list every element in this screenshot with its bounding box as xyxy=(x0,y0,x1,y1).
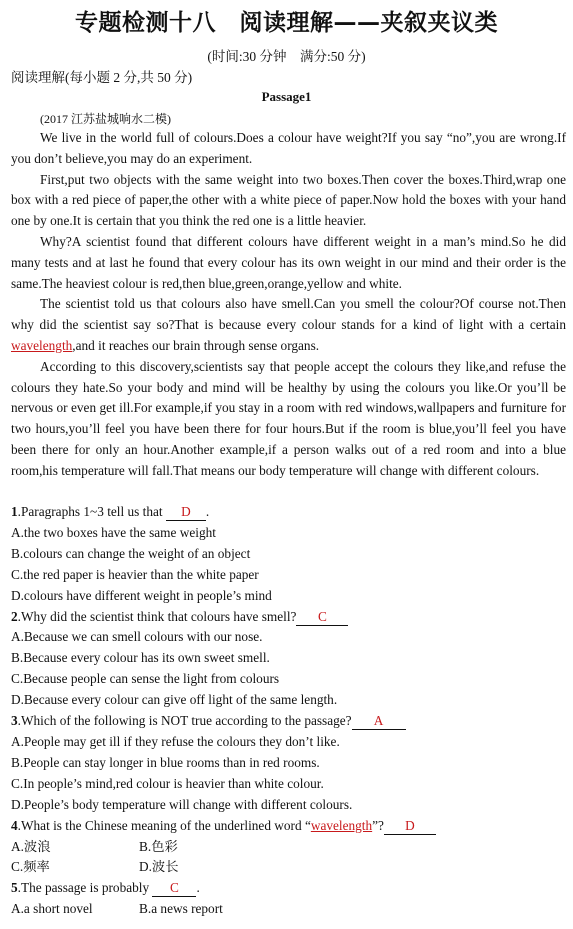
option: B.a news report xyxy=(139,901,223,917)
option: A.波浪 xyxy=(11,838,51,854)
underlined-word: wavelength xyxy=(310,817,373,833)
option: D.波长 xyxy=(139,859,179,875)
question-4-stem: 4.What is the Chinese meaning of the underlined word “wavelength”? D xyxy=(11,816,566,837)
option: B.色彩 xyxy=(139,838,178,854)
option: B.Because every colour has its own sweet smell. xyxy=(11,650,270,666)
answer-text: D xyxy=(181,504,191,519)
option: D.Because every colour can give off light of the same length. xyxy=(11,692,338,708)
option: C.In people’s mind,red colour is heavier than white colour. xyxy=(11,775,324,791)
option: A.a short novel xyxy=(11,901,93,917)
option: D.People’s body temperature will change with different colours. xyxy=(11,796,353,812)
option: C.the red paper is heavier than the white paper xyxy=(11,566,259,582)
option: C.Because people can sense the light from colours xyxy=(11,671,280,687)
question-3-stem: 3.Which of the following is NOT true according to the passage? A xyxy=(11,711,566,732)
option-row xyxy=(11,837,566,858)
question-5-stem: 5.The passage is probably C . xyxy=(11,880,200,896)
answer-text: C xyxy=(170,880,179,896)
paragraph-3: Why?A scientist found that different colours have different weight in a man’s mind.So he did many tests and at last he found that every colour has its own weight in our mind and their order is the same.The heaviest colour is red,then blue,green,orange,yellow and white. xyxy=(11,233,566,291)
paragraph-4 xyxy=(11,294,566,356)
question-1-stem: 1.Paragraphs 1~3 tell us that D . xyxy=(11,504,210,519)
paragraph-4-text-b: ,and it reaches our brain through sense organs. xyxy=(72,337,320,353)
answer-text: D xyxy=(405,817,415,833)
option: C.频率 xyxy=(11,859,50,875)
option: B.People can stay longer in blue rooms than in red rooms. xyxy=(11,754,320,770)
answer-blank xyxy=(296,609,348,626)
section-heading: 阅读理解(每小题 2 分,共 50 分) xyxy=(11,70,193,85)
paragraph-5: According to this discovery,scientists say that people accept the colours they like,and refuse the colours they hate.So your body and mind will be healthy by using the colours you like.Or you’ll be nervous or even get ill.For example,if you stay in a room with red windows,wallpapers and furniture for two hours,you’ll feel you have been there for four hours.But if the room is blue,you’ll feel you have been there for only an hour.Another example,if a person walks out of a red room and into a blue room,his temperature will fall.That means our body temperature will change with different colours. xyxy=(11,358,566,478)
option: A.Because we can smell colours with our nose. xyxy=(11,629,263,645)
passage-source: (2017 江苏盐城响水二模) xyxy=(40,112,171,126)
option: A.the two boxes have the same weight xyxy=(11,524,216,540)
passage-body xyxy=(11,128,566,482)
answer-text: C xyxy=(318,608,327,624)
passage-title: Passage1 xyxy=(261,89,312,104)
page-title: 专题检测十八 阅读理解——夹叙夹议类 xyxy=(75,10,498,36)
paragraph-4-text-a: The scientist told us that colours also have smell.Can you smell the colour?Of course not.Then why did the scientist say so?That is because every colour stands for a kind of light with a certain xyxy=(11,296,566,333)
question-2-stem: 2.Why did the scientist think that colours have smell? C xyxy=(11,607,566,628)
paragraph-2: First,put two objects with the same weight into two boxes.Then cover the boxes.Third,wrap one box with a red piece of paper,the other with a white piece of paper.Now hold the boxes with your hand one by one.It is certain that you think the red one is a little heavier. xyxy=(11,171,566,229)
answer-text: A xyxy=(373,713,384,729)
option: D.colours have different weight in people’s mind xyxy=(11,587,272,603)
option: B.colours can change the weight of an object xyxy=(11,545,251,561)
answer-blank xyxy=(384,818,436,835)
question-list xyxy=(11,502,566,920)
time-score-note: (时间:30 分钟 满分:50 分) xyxy=(207,49,366,64)
paragraph-1: We live in the world full of colours.Does a colour have weight?If you say “no”,you are wrong.If you don’t believe,you may do an experiment. xyxy=(11,130,566,166)
option-row xyxy=(11,857,566,878)
underlined-word: wavelength xyxy=(11,337,73,353)
answer-blank xyxy=(166,504,206,521)
answer-blank xyxy=(152,880,196,897)
option-row xyxy=(11,899,566,920)
answer-blank xyxy=(352,713,406,730)
option: A.People may get ill if they refuse the colours they don’t like. xyxy=(11,733,340,749)
